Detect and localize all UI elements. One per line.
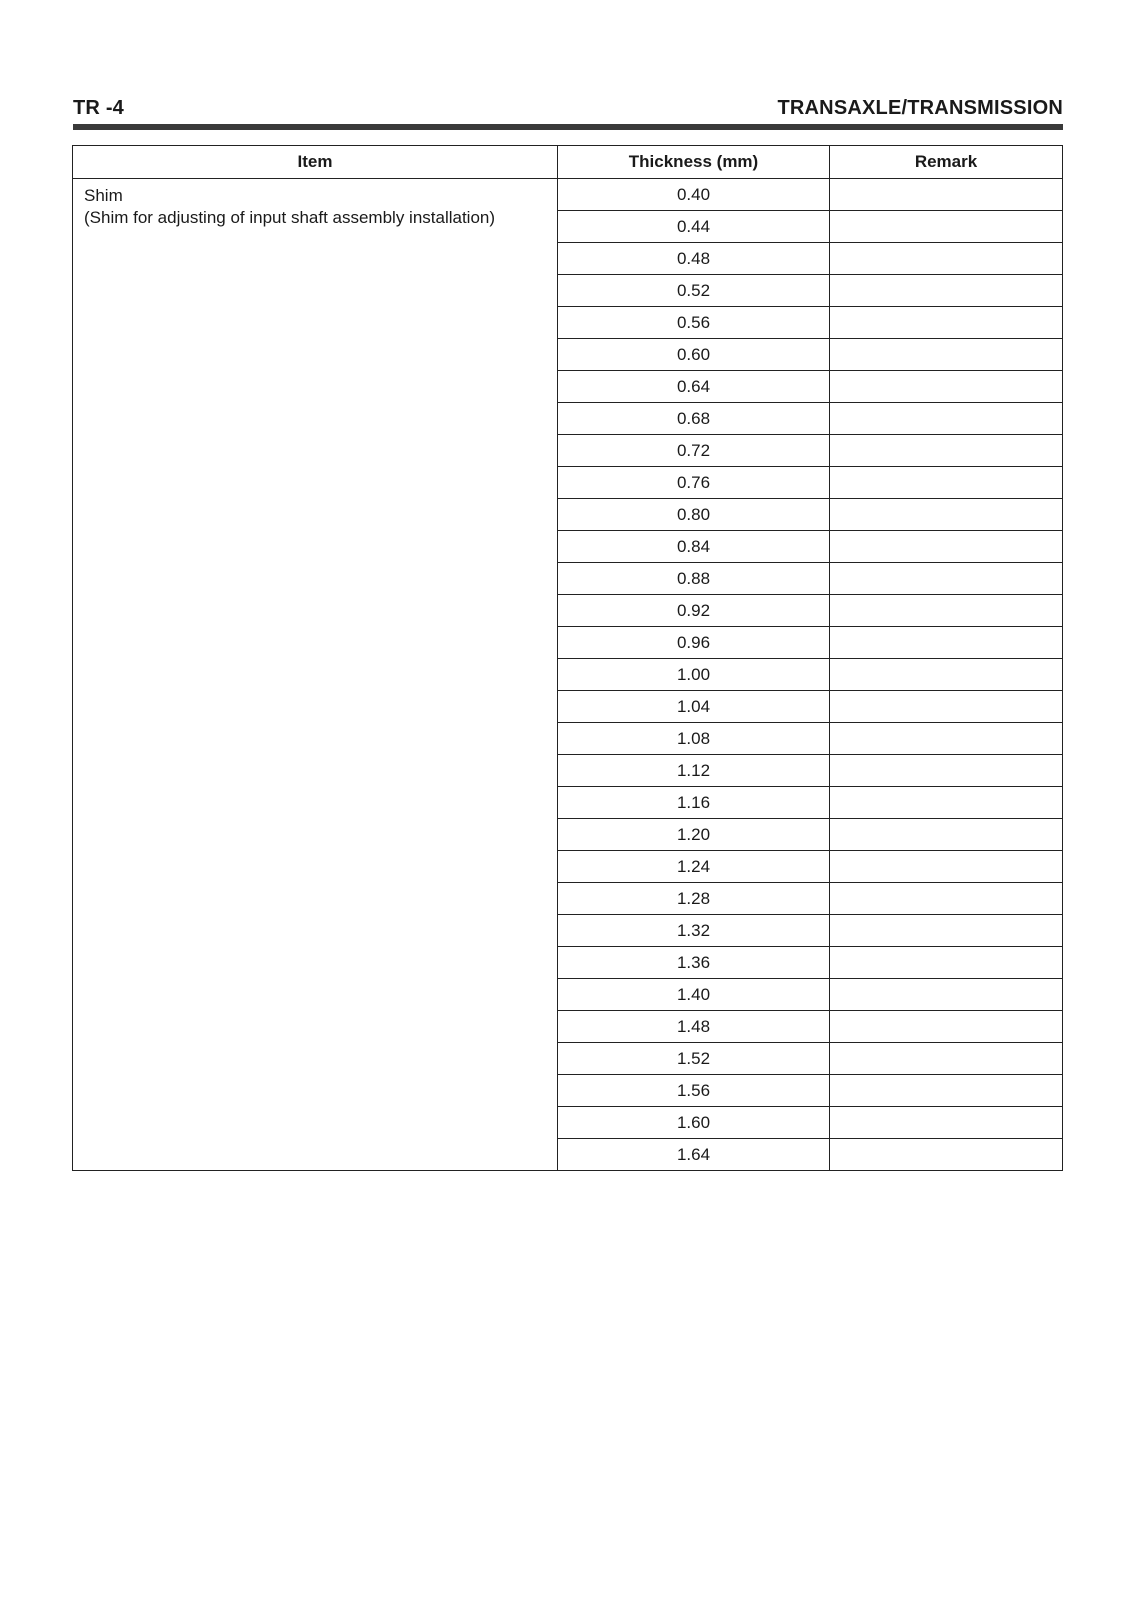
column-header-item: Item (73, 146, 558, 179)
item-cell (73, 179, 558, 1171)
remark-cell (830, 883, 1063, 915)
thickness-cell: 0.64 (558, 371, 830, 403)
remark-cell (830, 307, 1063, 339)
remark-cell (830, 627, 1063, 659)
thickness-cell: 1.16 (558, 787, 830, 819)
thickness-cell: 1.52 (558, 1043, 830, 1075)
remark-cell (830, 595, 1063, 627)
thickness-cell: 1.08 (558, 723, 830, 755)
remark-cell (830, 723, 1063, 755)
thickness-cell: 0.68 (558, 403, 830, 435)
remark-cell (830, 403, 1063, 435)
thickness-cell: 1.24 (558, 851, 830, 883)
column-header-thickness: Thickness (mm) (558, 146, 830, 179)
item-name: Shim (84, 186, 123, 205)
section-title: TRANSAXLE/TRANSMISSION (777, 97, 1063, 119)
thickness-cell: 0.44 (558, 211, 830, 243)
thickness-cell: 1.60 (558, 1107, 830, 1139)
table-body (73, 179, 1063, 1171)
thickness-cell: 0.92 (558, 595, 830, 627)
thickness-cell: 0.84 (558, 531, 830, 563)
remark-cell (830, 467, 1063, 499)
remark-cell (830, 1075, 1063, 1107)
thickness-cell: 1.20 (558, 819, 830, 851)
thickness-cell: 1.40 (558, 979, 830, 1011)
remark-cell (830, 1139, 1063, 1171)
item-description: (Shim for adjusting of input shaft assembly installation) (84, 208, 496, 227)
remark-cell (830, 691, 1063, 723)
remark-cell (830, 755, 1063, 787)
column-header-remark: Remark (830, 146, 1063, 179)
remark-cell (830, 787, 1063, 819)
remark-cell (830, 659, 1063, 691)
remark-cell (830, 851, 1063, 883)
page-code: TR -4 (73, 97, 124, 119)
remark-cell (830, 1107, 1063, 1139)
table-row (73, 179, 1063, 211)
thickness-cell: 0.76 (558, 467, 830, 499)
thickness-cell: 1.36 (558, 947, 830, 979)
remark-cell (830, 179, 1063, 211)
shim-spec-table (72, 145, 1063, 1171)
remark-cell (830, 819, 1063, 851)
thickness-cell: 0.80 (558, 499, 830, 531)
remark-cell (830, 275, 1063, 307)
remark-cell (830, 563, 1063, 595)
thickness-cell: 1.32 (558, 915, 830, 947)
table-header-row (73, 146, 1063, 179)
thickness-cell: 0.40 (558, 179, 830, 211)
page-header (73, 97, 1063, 123)
remark-cell (830, 211, 1063, 243)
thickness-cell: 1.64 (558, 1139, 830, 1171)
remark-cell (830, 1043, 1063, 1075)
thickness-cell: 0.60 (558, 339, 830, 371)
thickness-cell: 1.12 (558, 755, 830, 787)
remark-cell (830, 915, 1063, 947)
remark-cell (830, 1011, 1063, 1043)
remark-cell (830, 339, 1063, 371)
remark-cell (830, 947, 1063, 979)
thickness-cell: 0.96 (558, 627, 830, 659)
thickness-cell: 1.28 (558, 883, 830, 915)
thickness-cell: 0.88 (558, 563, 830, 595)
thickness-cell: 1.00 (558, 659, 830, 691)
remark-cell (830, 979, 1063, 1011)
remark-cell (830, 243, 1063, 275)
thickness-cell: 0.48 (558, 243, 830, 275)
thickness-cell: 0.56 (558, 307, 830, 339)
remark-cell (830, 531, 1063, 563)
thickness-cell: 1.48 (558, 1011, 830, 1043)
remark-cell (830, 435, 1063, 467)
thickness-cell: 0.52 (558, 275, 830, 307)
remark-cell (830, 371, 1063, 403)
thickness-cell: 1.04 (558, 691, 830, 723)
thickness-cell: 1.56 (558, 1075, 830, 1107)
header-rule (73, 124, 1063, 130)
remark-cell (830, 499, 1063, 531)
thickness-cell: 0.72 (558, 435, 830, 467)
